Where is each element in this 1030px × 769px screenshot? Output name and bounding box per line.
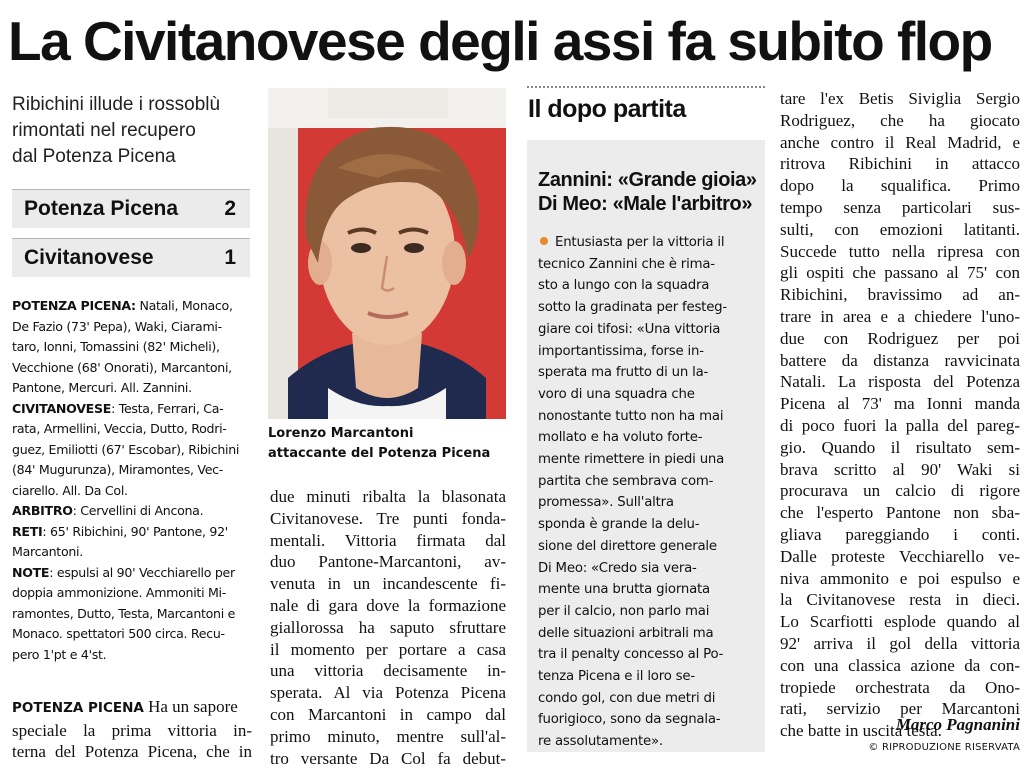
caption-line: attaccante del Potenza Picena <box>268 446 491 461</box>
body-line: mentali. Vittoria firmata dal <box>270 530 506 550</box>
body-line: tare l'ex Betis Siviglia Sergio <box>780 89 1020 108</box>
body-line: trare in area e a chiedere l'uno- <box>780 306 1020 326</box>
body-line: dopo la squalifica. Primo <box>780 176 1020 196</box>
body-line: Civitanovese. Tre punti fonda- <box>270 508 506 528</box>
lineup-line: Vecchione (68' Onorati), Marcantoni, <box>12 359 232 375</box>
subhead-line: rimontati nel recupero <box>12 120 196 141</box>
body-line: che batte in uscita testa. <box>780 721 942 741</box>
photo-caption <box>268 424 508 464</box>
intro-line: terna del Potenza Picena, che in <box>12 742 252 761</box>
sidebar-line: delle situazioni arbitrali ma <box>538 625 714 641</box>
body-line: sulti, con emozioni latitanti. <box>780 219 1020 239</box>
body-line: Lo Scarfiotti esplode quando al <box>780 612 1020 632</box>
sidebar-line: tra il penalty concesso al Po- <box>538 647 724 663</box>
intro-line: POTENZA PICENA Ha un sapore <box>12 697 238 716</box>
lineup-line: taro, Ionni, Tomassini (82' Micheli), <box>12 339 220 354</box>
body-line: anche contro il Real Madrid, e <box>780 132 1020 152</box>
article-intro <box>12 696 252 763</box>
notes-line: pero 1'pt e 4'st. <box>12 646 107 662</box>
body-line: Succede tutto nella ripresa con <box>780 241 1020 261</box>
sidebar-line: Entusiasta per la vittoria il <box>538 232 758 254</box>
sidebar-line: importantissima, forse in- <box>538 343 704 359</box>
body-line: battere da distanza ravvicinata <box>780 350 1020 370</box>
notes-line: doppia ammonizione. Ammoniti Mi- <box>12 585 226 600</box>
sidebar-divider <box>527 86 765 88</box>
sidebar-line: Di Meo: «Credo sia vera- <box>538 560 697 576</box>
lineup-label: NOTE <box>12 564 50 580</box>
scoreboard-goals: 1 <box>224 246 236 269</box>
body-line: ritrova Ribichini in attacco <box>780 154 1020 174</box>
body-line: Ribichini, bravissimo ad an- <box>780 285 1020 305</box>
sidebar-line: tecnico Zannini che è rima- <box>538 256 715 272</box>
body-line: con Marcantoni in campo dal <box>270 704 506 724</box>
article-body-column-4 <box>780 88 1020 742</box>
sidebar-line: mente rimettere in piedi una <box>538 452 725 468</box>
body-line: due minuti ribalta la blasonata <box>270 487 506 506</box>
notes-line: Monaco. spettatori 500 circa. Recu- <box>12 626 225 641</box>
sidebar-line: nonostante tutto non ha mai <box>538 408 724 424</box>
sidebar-headline-line: Di Meo: «Male l'arbitro» <box>538 193 753 215</box>
sidebar-line: promessa». Sull'altra <box>538 495 674 511</box>
body-line: Natali. La risposta del Potenza <box>780 372 1020 392</box>
body-line: tropiede orchestrata da Ono- <box>780 677 1020 697</box>
goals-line: RETI: 65' Ribichini, 90' Pantone, 92' <box>12 523 228 539</box>
sidebar-line: voro di una squadra che <box>538 386 695 402</box>
lineup-line: POTENZA PICENA: Natali, Monaco, <box>12 298 233 313</box>
goals-line: Marcantoni. <box>12 544 83 559</box>
lineup-label: CIVITANOVESE <box>12 400 112 416</box>
body-line: gliava pareggiando i conti. <box>780 524 1020 544</box>
player-photo <box>268 88 506 419</box>
sidebar-line: partita che sembrava com- <box>538 473 714 489</box>
body-line: sperata. Al via Potenza Picena <box>270 683 506 703</box>
body-line: il momento per portare a casa <box>270 639 506 659</box>
body-line: venuta in un incandescente fi- <box>270 574 506 594</box>
scoreboard-team: Civitanovese <box>24 246 154 269</box>
body-line: duo Pantone-Marcantoni, av- <box>270 552 506 572</box>
body-line: di poco fuori la palla del pareg- <box>780 415 1020 435</box>
lineup-line: De Fazio (73' Pepa), Waki, Ciarami- <box>12 318 222 334</box>
scoreboard-away <box>12 238 250 277</box>
sidebar-line: giare coi tifosi: «Una vittoria <box>538 321 721 337</box>
lineup-line: Pantone, Mercuri. All. Zannini. <box>12 380 192 395</box>
body-line: che l'esperto Pantone non sba- <box>780 503 1020 523</box>
subhead-line: dal Potenza Picena <box>12 146 176 167</box>
lineup-line: guez, Emiliotti (67' Escobar), Ribichini <box>12 441 240 457</box>
sidebar-line: mollato e ha voluto forte- <box>538 430 703 446</box>
lineup-line: rata, Armellini, Veccia, Dutto, Rodri- <box>12 421 227 436</box>
sidebar-line: re assolutamente». <box>538 734 663 750</box>
scoreboard-home <box>12 189 250 228</box>
lineup-label: RETI <box>12 523 43 539</box>
subhead-line: Ribichini illude i rossoblù <box>12 94 221 115</box>
sidebar-line: sperata ma frutto di un la- <box>538 365 709 381</box>
bullet-icon <box>540 237 548 245</box>
lineup-line: (84' Mugurunza), Miramontes, Vec- <box>12 462 224 477</box>
notes-line: ramontes, Dutto, Testa, Marcantoni e <box>12 605 236 621</box>
sidebar-line: mente una brutta giornata <box>538 582 710 598</box>
body-line: la Civitanovese resta in dieci. <box>780 590 1020 610</box>
sidebar-title: Il dopo partita <box>528 95 686 123</box>
body-line: 92' arriva il gol della vittoria <box>780 633 1020 653</box>
body-line: procurava un calcio di rigore <box>780 481 1020 501</box>
body-line: rati, servizio per Marcantoni <box>780 699 1020 719</box>
body-line: due con Rodriguez per poi <box>780 328 1020 348</box>
referee-line: ARBITRO: Cervellini di Ancona. <box>12 503 204 518</box>
intro-line: speciale la prima vittoria in- <box>12 720 252 740</box>
lineup-label: POTENZA PICENA: <box>12 298 136 313</box>
body-line: Picena al 73' ma Ionni manda <box>780 394 1020 414</box>
body-line: con una classica azione da con- <box>780 655 1020 675</box>
sidebar-line: sotto la gradinata per festeg- <box>538 300 728 316</box>
body-line: nale di gara dove la formazione <box>270 595 506 615</box>
caption-line: Lorenzo Marcantoni <box>268 426 414 441</box>
lineup-line: CIVITANOVESE: Testa, Ferrari, Ca- <box>12 400 224 416</box>
body-line: gli ospiti che passano al 75' con <box>780 263 1020 283</box>
article-subheadline <box>12 92 262 170</box>
body-line: primo minuto, mentre sull'al- <box>270 726 506 746</box>
body-line: niva ammonito e poi espulso e <box>780 568 1020 588</box>
body-line: tempo senza particolari sus- <box>780 197 1020 217</box>
scoreboard-goals: 2 <box>224 197 236 220</box>
sidebar-line: sto a lungo con la squadra <box>538 278 710 294</box>
sidebar-line: sponda è grande la delu- <box>538 517 700 533</box>
article-body-column-2 <box>270 486 506 769</box>
copyright-notice: © RIPRODUZIONE RISERVATA <box>868 742 1020 753</box>
body-line: brava scritto al 90' Waki si <box>780 459 1020 479</box>
intro-kicker: POTENZA PICENA <box>12 700 144 716</box>
sidebar-headline <box>538 168 760 216</box>
body-line: gio. Quando il risultato sem- <box>780 437 1020 457</box>
body-line: una vittoria decisamente in- <box>270 661 506 681</box>
sidebar-headline-line: Zannini: «Grande gioia» <box>538 169 757 191</box>
body-line: giallorossa ha saputo sfruttare <box>270 617 506 637</box>
sidebar-line: per il calcio, non parlo mai <box>538 603 710 619</box>
body-line: Rodriguez, che ha giocato <box>780 110 1020 130</box>
sidebar-line: condo gol, con due metri di <box>538 690 716 706</box>
lineup-line: ciarello. All. Da Col. <box>12 482 128 498</box>
lineup-label: ARBITRO <box>12 503 73 518</box>
body-line: Dalle proteste Vecchiarello ve- <box>780 546 1020 566</box>
sidebar-line: fuorigioco, sono da segnala- <box>538 712 721 728</box>
article-headline: La Civitanovese degli assi fa subito flop <box>8 10 992 72</box>
notes-line: NOTE: espulsi al 90' Vecchiarello per <box>12 564 235 580</box>
author-signature: Marco Pagnanini <box>895 715 1020 734</box>
match-lineups <box>12 296 256 665</box>
body-line: tro versante Da Col fa debut- <box>270 748 506 768</box>
player-portrait-image <box>268 88 506 419</box>
scoreboard-team: Potenza Picena <box>24 197 179 220</box>
sidebar-line: tenza Picena e il loro se- <box>538 669 695 685</box>
sidebar-body <box>538 232 758 753</box>
sidebar-line: sione del direttore generale <box>538 538 717 554</box>
